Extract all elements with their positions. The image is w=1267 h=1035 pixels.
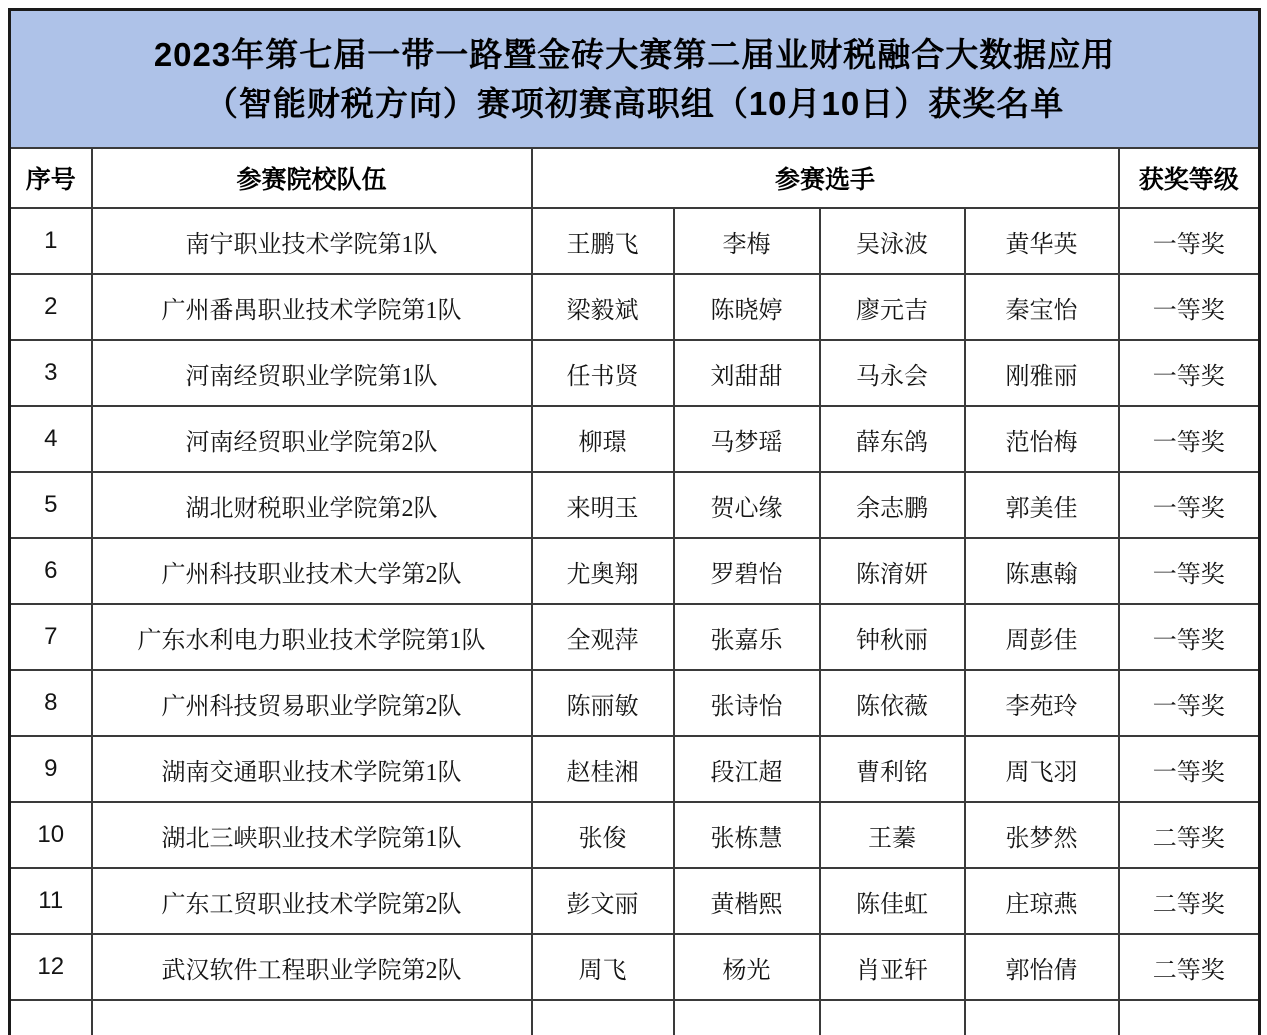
award-cell: 一等奖 — [1119, 604, 1260, 670]
award-cell: 二等奖 — [1119, 934, 1260, 1000]
document-title-cell — [10, 10, 1260, 149]
table-row — [10, 274, 1260, 340]
title-row — [10, 10, 1260, 149]
team-cell: 湖南交通职业技术学院第1队 — [92, 736, 532, 802]
award-cell: 一等奖 — [1119, 340, 1260, 406]
player-cell: 马永会 — [820, 340, 965, 406]
table-row — [10, 604, 1260, 670]
player-cell: 秦宝怡 — [965, 274, 1119, 340]
player-cell: 张梦然 — [965, 802, 1119, 868]
player-cell: 张嘉乐 — [674, 604, 820, 670]
award-cell: 二等奖 — [1119, 802, 1260, 868]
row-number-cell: 12 — [10, 934, 92, 1000]
player-cell: 彭文丽 — [532, 868, 674, 934]
player-cell: 廖元吉 — [820, 274, 965, 340]
player-cell: 刘甜甜 — [674, 340, 820, 406]
player-cell: 刚雅丽 — [965, 340, 1119, 406]
player-cell: 黄华英 — [965, 208, 1119, 274]
table-row — [10, 736, 1260, 802]
table-row-partial — [10, 1000, 1260, 1035]
player-cell: 段江超 — [674, 736, 820, 802]
player-cell — [532, 1000, 674, 1035]
row-number-cell: 2 — [10, 274, 92, 340]
table-row — [10, 670, 1260, 736]
player-cell: 柳璟 — [532, 406, 674, 472]
team-cell: 广东水利电力职业技术学院第1队 — [92, 604, 532, 670]
table-row — [10, 802, 1260, 868]
player-cell — [965, 1000, 1119, 1035]
player-cell: 尤奥翔 — [532, 538, 674, 604]
column-header-index: 序号 — [10, 148, 92, 208]
player-cell: 薛东鸽 — [820, 406, 965, 472]
player-cell: 赵桂湘 — [532, 736, 674, 802]
player-cell: 余志鹏 — [820, 472, 965, 538]
player-cell: 张俊 — [532, 802, 674, 868]
table-row — [10, 208, 1260, 274]
row-number-cell: 7 — [10, 604, 92, 670]
player-cell — [820, 1000, 965, 1035]
award-cell: 一等奖 — [1119, 670, 1260, 736]
team-cell — [92, 1000, 532, 1035]
award-cell: 一等奖 — [1119, 538, 1260, 604]
row-number-cell: 3 — [10, 340, 92, 406]
team-cell: 南宁职业技术学院第1队 — [92, 208, 532, 274]
player-cell: 陈丽敏 — [532, 670, 674, 736]
player-cell: 来明玉 — [532, 472, 674, 538]
document-title-line-1: 2023年第七届一带一路暨金砖大赛第二届业财税融合大数据应用 — [153, 36, 1116, 73]
row-number-cell: 1 — [10, 208, 92, 274]
team-cell: 湖北三峡职业技术学院第1队 — [92, 802, 532, 868]
row-number-cell — [10, 1000, 92, 1035]
table-row — [10, 538, 1260, 604]
award-cell: 一等奖 — [1119, 472, 1260, 538]
player-cell: 周飞羽 — [965, 736, 1119, 802]
player-cell: 周飞 — [532, 934, 674, 1000]
player-cell: 肖亚轩 — [820, 934, 965, 1000]
award-cell: 二等奖 — [1119, 868, 1260, 934]
player-cell: 郭怡倩 — [965, 934, 1119, 1000]
player-cell: 郭美佳 — [965, 472, 1119, 538]
team-cell: 广东工贸职业技术学院第2队 — [92, 868, 532, 934]
team-cell: 湖北财税职业学院第2队 — [92, 472, 532, 538]
document-title-line-2: （智能财税方向）赛项初赛高职组（10月10日）获奖名单 — [204, 85, 1065, 122]
team-cell: 广州科技贸易职业学院第2队 — [92, 670, 532, 736]
team-cell: 武汉软件工程职业学院第2队 — [92, 934, 532, 1000]
row-number-cell: 8 — [10, 670, 92, 736]
player-cell: 张栋慧 — [674, 802, 820, 868]
player-cell: 范怡梅 — [965, 406, 1119, 472]
column-header-players: 参赛选手 — [532, 148, 1119, 208]
player-cell: 任书贤 — [532, 340, 674, 406]
table-row — [10, 934, 1260, 1000]
award-table — [8, 8, 1261, 1035]
player-cell: 罗碧怡 — [674, 538, 820, 604]
player-cell: 王蓁 — [820, 802, 965, 868]
player-cell: 曹利铭 — [820, 736, 965, 802]
table-header-row — [10, 148, 1260, 208]
player-cell: 全观萍 — [532, 604, 674, 670]
player-cell: 庄琼燕 — [965, 868, 1119, 934]
column-header-award: 获奖等级 — [1119, 148, 1260, 208]
row-number-cell: 10 — [10, 802, 92, 868]
row-number-cell: 11 — [10, 868, 92, 934]
player-cell: 王鹏飞 — [532, 208, 674, 274]
player-cell: 钟秋丽 — [820, 604, 965, 670]
player-cell: 贺心缘 — [674, 472, 820, 538]
row-number-cell: 4 — [10, 406, 92, 472]
award-cell: 一等奖 — [1119, 274, 1260, 340]
player-cell: 陈晓婷 — [674, 274, 820, 340]
player-cell: 李苑玲 — [965, 670, 1119, 736]
player-cell: 周彭佳 — [965, 604, 1119, 670]
player-cell: 梁毅斌 — [532, 274, 674, 340]
team-cell: 广州番禺职业技术学院第1队 — [92, 274, 532, 340]
award-cell: 一等奖 — [1119, 736, 1260, 802]
player-cell: 陈依薇 — [820, 670, 965, 736]
player-cell: 李梅 — [674, 208, 820, 274]
team-cell: 广州科技职业技术大学第2队 — [92, 538, 532, 604]
table-row — [10, 472, 1260, 538]
team-cell: 河南经贸职业学院第2队 — [92, 406, 532, 472]
team-cell: 河南经贸职业学院第1队 — [92, 340, 532, 406]
player-cell — [674, 1000, 820, 1035]
player-cell: 陈淯妍 — [820, 538, 965, 604]
row-number-cell: 5 — [10, 472, 92, 538]
row-number-cell: 9 — [10, 736, 92, 802]
player-cell: 杨光 — [674, 934, 820, 1000]
player-cell: 陈佳虹 — [820, 868, 965, 934]
player-cell: 马梦瑶 — [674, 406, 820, 472]
award-cell: 一等奖 — [1119, 208, 1260, 274]
award-cell: 一等奖 — [1119, 406, 1260, 472]
row-number-cell: 6 — [10, 538, 92, 604]
column-header-team: 参赛院校队伍 — [92, 148, 532, 208]
player-cell: 黄楷熙 — [674, 868, 820, 934]
player-cell: 吴泳波 — [820, 208, 965, 274]
table-row — [10, 406, 1260, 472]
table-row — [10, 868, 1260, 934]
table-row — [10, 340, 1260, 406]
player-cell: 张诗怡 — [674, 670, 820, 736]
award-cell — [1119, 1000, 1260, 1035]
table-body — [10, 208, 1260, 1035]
player-cell: 陈惠翰 — [965, 538, 1119, 604]
